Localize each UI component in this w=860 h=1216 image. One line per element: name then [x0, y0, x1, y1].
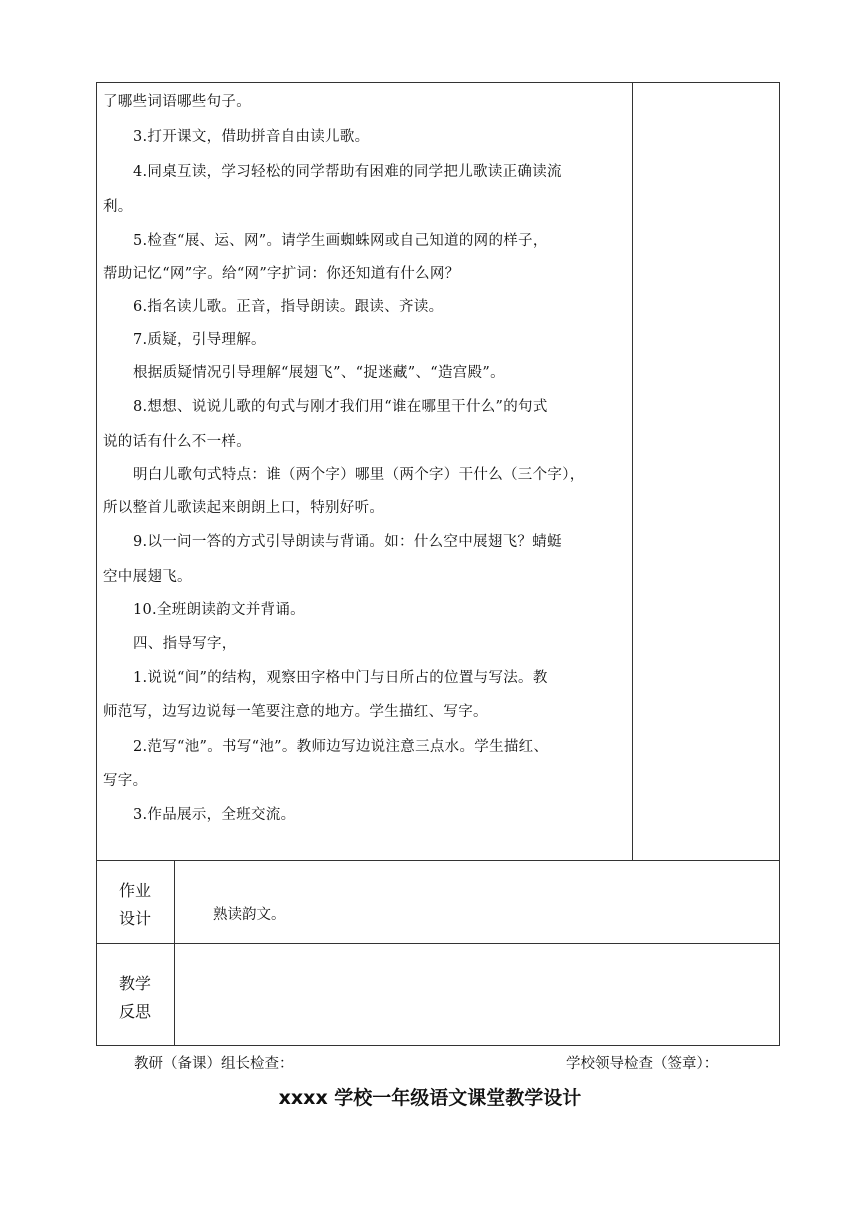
homework-label-line2: 设计	[118, 909, 151, 928]
notes-column-divider	[632, 83, 633, 860]
label-column-divider	[174, 860, 175, 1045]
lesson-line: 4.同桌互读，学习轻松的同学帮助有困难的同学把儿歌读正确读流	[133, 164, 562, 180]
reflection-label-line2: 反思	[118, 1002, 151, 1021]
homework-label-line1: 作业	[118, 881, 151, 900]
lesson-line: 明白儿歌句式特点：谁（两个字）哪里（两个字）干什么（三个字），	[133, 467, 585, 483]
footer-group-leader-check: 教研（备课）组长检查：	[134, 1056, 294, 1072]
lesson-line: 空中展翅飞。	[103, 569, 192, 585]
lesson-plan-table	[96, 82, 780, 1046]
lesson-line: 3.打开课文，借助拼音自由读儿歌。	[133, 129, 370, 145]
lesson-line: 四、指导写字，	[133, 636, 237, 652]
lesson-line: 5.检查“展、运、网”。请学生画蜘蛛网或自己知道的网的样子，	[133, 233, 548, 249]
lesson-line: 利。	[103, 199, 133, 215]
lesson-line: 帮助记忆“网”字。给“网”字扩词：你还知道有什么网？	[103, 266, 460, 282]
lesson-line: 3.作品展示，全班交流。	[133, 807, 296, 823]
lesson-line: 写字。	[103, 773, 148, 789]
lesson-line: 根据质疑情况引导理解“展翅飞”、“捉迷藏”、“造宫殿”。	[133, 365, 505, 381]
reflection-label-line1: 教学	[118, 974, 151, 993]
process-section-bottom	[97, 860, 779, 861]
footer-school-leader-check: 学校领导检查（签章）：	[566, 1056, 719, 1072]
homework-row-bottom	[97, 943, 779, 944]
next-page-title: xxxx 学校一年级语文课堂教学设计	[278, 1087, 582, 1109]
homework-label	[97, 877, 173, 933]
lesson-line: 9.以一问一答的方式引导朗读与背诵。如：什么空中展翅飞？蜻蜓	[133, 534, 562, 550]
lesson-line: 6.指名读儿歌。正音，指导朗读。跟读、齐读。	[133, 299, 444, 315]
lesson-line: 所以整首儿歌读起来朗朗上口，特别好听。	[103, 500, 385, 516]
lesson-line: 师范写，边写边说每一笔要注意的地方。学生描红、写字。	[103, 704, 488, 720]
lesson-line: 10.全班朗读韵文并背诵。	[133, 602, 305, 618]
lesson-line: 了哪些词语哪些句子。	[103, 94, 251, 110]
lesson-line: 7.质疑，引导理解。	[133, 332, 266, 348]
homework-content: 熟读韵文。	[213, 907, 286, 923]
reflection-label	[97, 970, 173, 1026]
lesson-line: 8.想想、说说儿歌的句式与刚才我们用“谁在哪里干什么”的句式	[133, 399, 548, 415]
lesson-line: 1.说说“间”的结构，观察田字格中门与日所占的位置与写法。教	[133, 670, 548, 686]
lesson-line: 说的话有什么不一样。	[103, 434, 251, 450]
lesson-line: 2.范写“池”。书写“池”。教师边写边说注意三点水。学生描红、	[133, 739, 549, 755]
